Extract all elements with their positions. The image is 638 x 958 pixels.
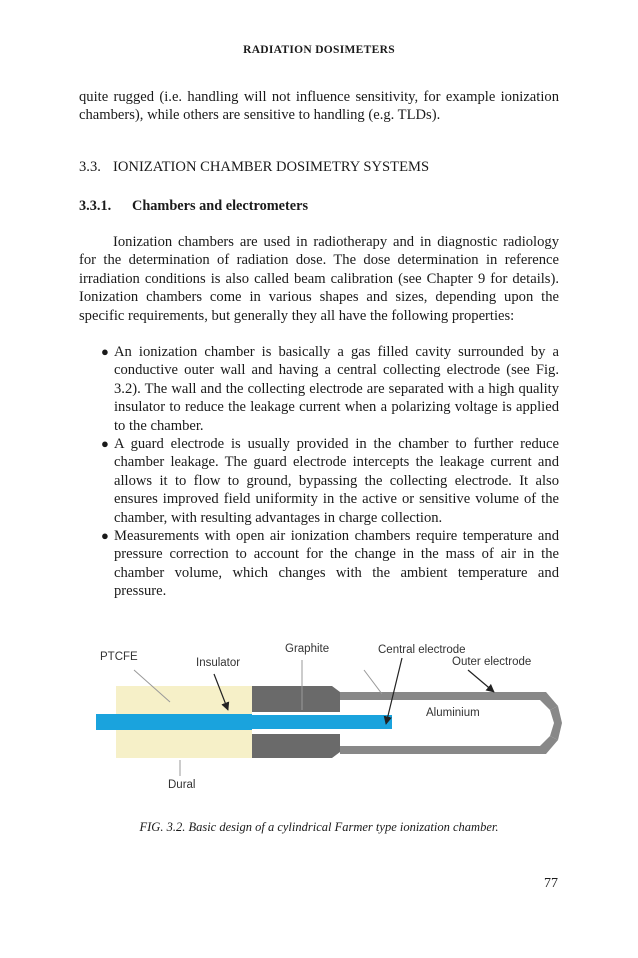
graphite-taper-upper xyxy=(332,686,340,712)
list-item-text: A guard electrode is usually provided in the chamber to further reduce chamber leakage. The guard electrode intercepts the leakage current and allows it to flow to ground, bypassing the collecting electrode. It also ensures improved field uniformity in the active or sensitive volume of the chamber, with resulting advantages in charge collection. xyxy=(114,436,559,526)
graphite-taper-lower xyxy=(332,734,340,758)
paragraph-intro: quite rugged (i.e. handling will not influence sensitivity, for example ionization chambers), while others are sensitive to handling (e.g. TLDs). xyxy=(79,89,559,124)
section-heading xyxy=(79,158,429,176)
bullet-icon: ● xyxy=(101,436,109,452)
chamber-diagram xyxy=(96,630,566,800)
list-item xyxy=(101,435,559,527)
list-item xyxy=(101,343,559,435)
page-number: 77 xyxy=(544,876,558,891)
label-outer-electrode: Outer electrode xyxy=(452,656,532,668)
subsection-number: 3.3.1. xyxy=(79,198,112,214)
graphite-lower xyxy=(252,734,332,758)
property-list xyxy=(101,343,559,601)
label-dural: Dural xyxy=(168,779,196,791)
paragraph-chambers: Ionization chambers are used in radiotherapy and in diagnostic radiology for the determination of radiation dose. The dose determination in reference irradiation conditions is also called beam calibration (see Chapter 9 for details). Ionization chambers come in various shapes and sizes, depending upon the specific requirements, but generally they all have the following properties: xyxy=(79,234,559,324)
list-item xyxy=(101,527,559,601)
central-electrode-arrow xyxy=(386,658,402,724)
central-electrode-stem xyxy=(96,714,252,730)
graphite-edge-leader xyxy=(364,670,382,694)
outer-electrode-arrow xyxy=(468,670,494,692)
aluminium-electrode xyxy=(252,715,392,729)
label-insulator: Insulator xyxy=(196,657,241,669)
subsection-title: Chambers and electrometers xyxy=(132,198,309,214)
running-head: RADIATION DOSIMETERS xyxy=(243,44,395,56)
label-graphite: Graphite xyxy=(285,643,330,655)
label-aluminium: Aluminium xyxy=(426,707,480,719)
bullet-icon: ● xyxy=(101,344,109,359)
section-title: IONIZATION CHAMBER DOSIMETRY SYSTEMS xyxy=(113,159,430,175)
graphite-upper xyxy=(252,686,332,712)
list-item-text: Measurements with open air ionization chambers require temperature and pressure correction to account for the change in the mass of air in the chamber volume, which changes with the ambient temperature and pressure. xyxy=(114,528,559,600)
outer-wall-lower xyxy=(340,736,558,754)
farmer-chamber-figure xyxy=(96,630,566,800)
outer-wall-tip xyxy=(550,706,562,740)
label-central-electrode: Central electrode xyxy=(378,644,466,656)
label-ptcfe: PTCFE xyxy=(100,651,138,663)
bullet-icon: ● xyxy=(101,528,109,544)
figure-caption: FIG. 3.2. Basic design of a cylindrical Farmer type ionization chamber. xyxy=(139,820,499,834)
subsection-heading xyxy=(79,197,308,215)
list-item-text: An ionization chamber is basically a gas filled cavity surrounded by a conductive outer wall and having a central collecting electrode (see Fig. 3.2). The wall and the collecting electrode are separated with a high quality insulator to reduce the leakage current when a polarizing voltage is applied to the chamber. xyxy=(114,344,559,434)
section-number: 3.3. xyxy=(79,159,101,175)
